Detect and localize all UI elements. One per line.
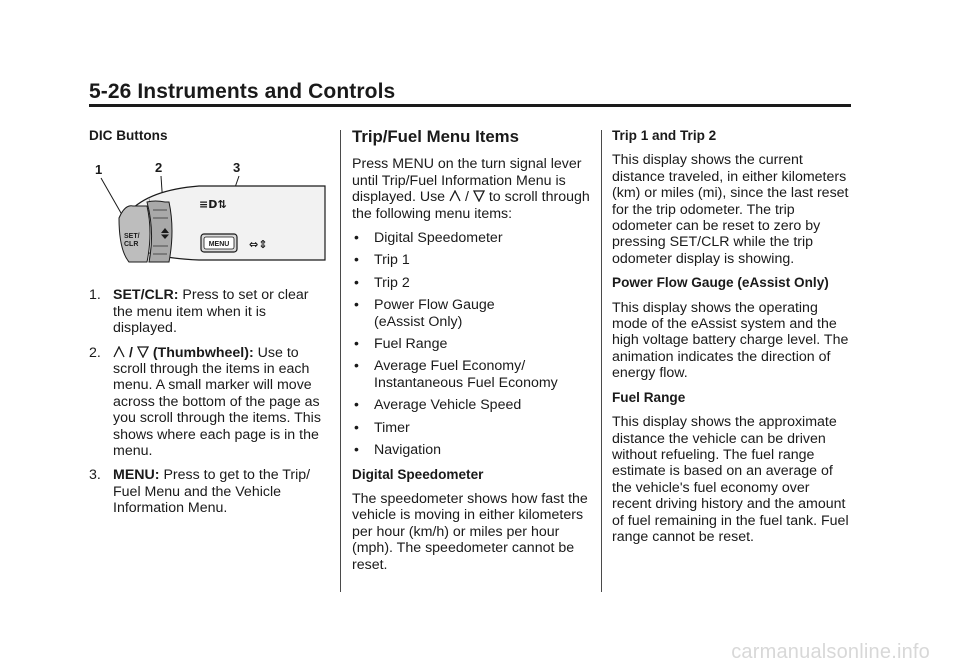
thumbwheel-down-icon <box>137 346 149 358</box>
thumbwheel-up-icon <box>449 190 461 202</box>
fuel-range-body: This display shows the approximate distance the vehicle can be driven without refueling. The fuel range estimate is based on an average of the vehicle's fuel economy over recent driving history and the amount of fuel remaining in the fuel tank. Fuel range cannot be reset. <box>612 414 849 545</box>
list-item: 3. MENU: Press to get to the Trip/ Fuel Menu and the Vehicle Information Menu. <box>89 467 311 517</box>
svg-text:SET/: SET/ <box>124 233 140 241</box>
list-item: • Digital Speedometer <box>352 230 592 246</box>
digital-speedometer-heading: Digital Speedometer <box>352 466 484 482</box>
digital-speedometer-body: The speedometer shows how fast the vehicle is moving in either kilometers per hour (km/h) or miles per hour (mph). The speedometer cannot be reset. <box>352 490 588 573</box>
trip-body: This display shows the current distance traveled, in either kilometers (km) or miles (mi), since the last reset for the trip odometer. The trip odometer can be reset to zero by pressing SET/CLR while the trip odometer display is showing. <box>612 152 849 267</box>
trip-fuel-menu-title: Trip/Fuel Menu Items <box>352 127 519 146</box>
svg-text:⇔⇕: ⇔⇕ <box>249 238 268 252</box>
thumbwheel-up-icon <box>113 346 125 358</box>
list-item: • Fuel Range <box>352 336 592 352</box>
dic-buttons-figure <box>89 158 329 278</box>
column-dic-buttons <box>89 128 331 525</box>
page-header <box>89 80 851 104</box>
list-item: • Trip 2 <box>352 275 592 291</box>
turn-signal-lever-illustration <box>89 158 329 278</box>
dic-button-list <box>89 287 331 516</box>
menu-label: MENU: <box>113 467 160 484</box>
trip-fuel-menu-list <box>352 230 592 458</box>
page-title: 5-26 Instruments and Controls <box>89 80 396 103</box>
set-clr-label: SET/CLR: <box>113 287 179 304</box>
trip-heading: Trip 1 and Trip 2 <box>612 128 717 143</box>
callout-2: 2 <box>155 160 163 176</box>
header-rule <box>89 104 851 107</box>
power-flow-body: This display shows the operating mode of the eAssist system and the high voltage battery charge level. The animation indicates the direction of energy flow. <box>612 299 849 382</box>
thumbwheel-label: (Thumbwheel): <box>152 344 254 361</box>
column-divider-1 <box>340 130 341 592</box>
svg-text:CLR: CLR <box>124 241 139 249</box>
watermark: carmanualsonline.info <box>731 641 930 663</box>
list-item: • Average Fuel Economy/ Instantaneous Fuel Economy <box>352 358 592 391</box>
thumbwheel-down-icon <box>473 190 485 202</box>
svg-text:≡D⇅: ≡D⇅ <box>199 198 227 212</box>
power-flow-heading: Power Flow Gauge (eAssist Only) <box>612 275 829 291</box>
dic-buttons-heading: DIC Buttons <box>89 128 168 143</box>
list-item: • Power Flow Gauge (eAssist Only) <box>352 297 592 330</box>
list-item: • Average Vehicle Speed <box>352 397 592 413</box>
list-item: • Trip 1 <box>352 252 592 268</box>
list-item: • Navigation <box>352 442 592 458</box>
trip-fuel-intro: Press MENU on the turn signal lever until Trip/Fuel Information Menu is displayed. Use / to scroll through the following menu items: <box>352 156 590 222</box>
callout-1: 1 <box>95 162 103 178</box>
svg-text:MENU: MENU <box>208 241 230 249</box>
list-item: 2. / (Thumbwheel): Use to scroll through the items in each menu. A small marker will move across the bottom of the page as you scroll through the items. This shows where each page is in the menu. <box>89 344 321 460</box>
fuel-range-heading: Fuel Range <box>612 389 686 405</box>
list-item: • Timer <box>352 420 592 436</box>
callout-3: 3 <box>233 160 241 176</box>
column-trip-details <box>612 128 852 553</box>
column-trip-fuel-menu <box>352 128 592 581</box>
column-divider-2 <box>601 130 602 592</box>
list-item: 1. SET/CLR: Press to set or clear the menu item when it is displayed. <box>89 287 309 337</box>
